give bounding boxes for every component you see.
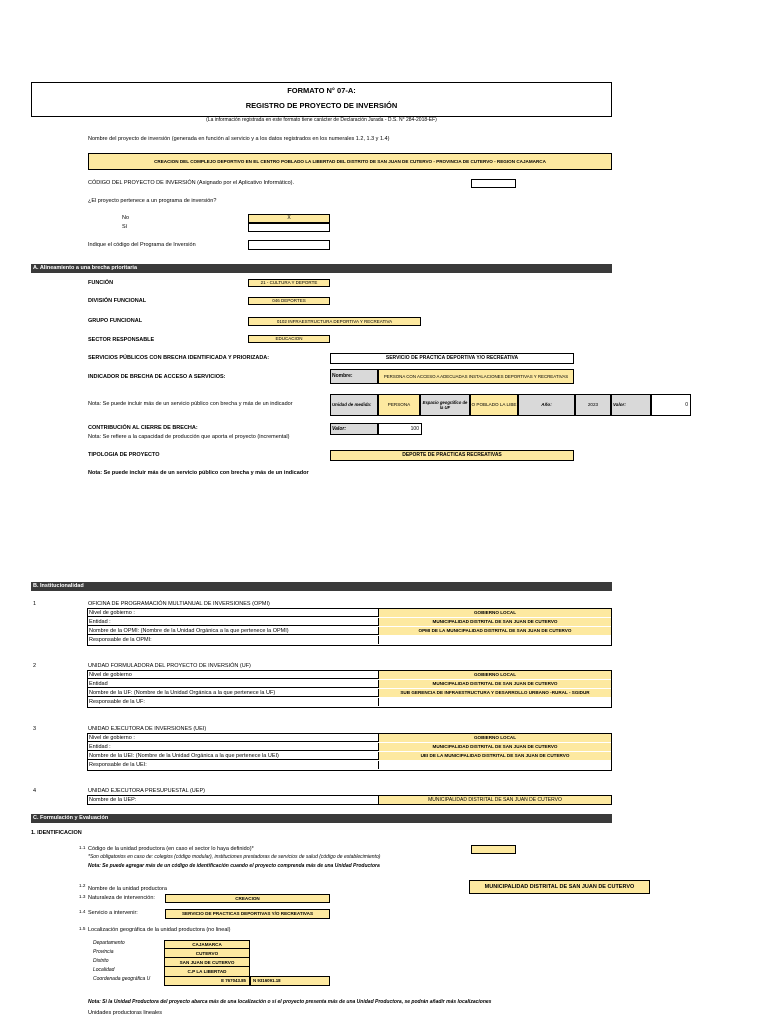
funcion-label: FUNCIÓN [88, 280, 114, 286]
nota-localizaciones: Nota: Si la Unidad Productora del proyecto abarca más de una localización o si el proyecto presenta más de una Unidad Productora, se podrán añadir más localizaciones [88, 999, 492, 1005]
nota-indicador: Nota: Se puede incluir más de un servicio público con brecha y más de un indicador [88, 401, 293, 407]
anio-label-cell: Año: [518, 394, 575, 416]
table-row [165, 959, 249, 967]
row-label: Nivel de gobierno [89, 672, 132, 678]
row-value[interactable]: MUNICIPALIDAD DISTRITAL DE SAN JUAN DE CUTERVO [378, 743, 611, 751]
loc-value-departamento[interactable]: CAJAMARCA [192, 942, 222, 947]
opmi-title: OFICINA DE PROGRAMACIÓN MULTIANUAL DE INVERSIONES (OPMI) [88, 601, 270, 607]
item-1-3-label: Naturaleza de intervención: [88, 895, 155, 901]
grupo-label: GRUPO FUNCIONAL [88, 318, 143, 324]
row-value[interactable]: SUB GERENCIA DE INFRAESTRUCTURA Y DESARROLLO URBANO -RURAL - SGIDUR [378, 689, 611, 697]
uf-number: 2 [33, 663, 37, 669]
uei-title: UNIDAD EJECUTORA DE INVERSIONES (UEI) [88, 726, 207, 732]
opmi-table [87, 608, 612, 646]
loc-value-localidad[interactable]: C.P LA LIBERTAD [187, 969, 227, 974]
loc-label-localidad: Localidad [93, 967, 115, 973]
program-code-field[interactable] [248, 240, 330, 250]
table-row [88, 752, 611, 760]
table-row [88, 609, 611, 617]
row-label: Entidad [89, 681, 108, 687]
legal-note: (La información registrada en este formato tiene carácter de Declaración Jurada - D.S. N° 284-2018-EF) [206, 117, 437, 123]
coord-n-field[interactable]: N 9316091.18 [250, 976, 330, 986]
uep-table [87, 795, 612, 805]
unit-code-field[interactable] [471, 845, 516, 854]
item-1-5-label: Localización geográfica de la unidad productora (no lineal) [88, 927, 231, 933]
table-row [88, 698, 611, 706]
option-si-label: Sí [122, 224, 128, 230]
row-label: Nivel de gobierno : [89, 610, 135, 616]
row-label: Nombre de la OPMI: (Nombre de la Unidad Orgánica a la que pertenece la OPMI) [89, 628, 289, 634]
row-label: Entidad : [89, 744, 111, 750]
option-no-field[interactable]: X [248, 214, 330, 223]
indicador-field[interactable]: PERSONA CON ACCESO A ADECUADAS INSTALACIONES DEPORTIVAS Y RECREATIVAS [378, 369, 574, 384]
sector-field[interactable]: EDUCACION [248, 335, 330, 343]
program-code-label: Indique el código del Programa de Inversión [88, 242, 196, 248]
naturaleza-field[interactable]: CREACION [165, 894, 330, 903]
project-name-field[interactable]: CREACION DEL COMPLEJO DEPORTIVO EN EL CENTRO POBLADO LA LIBERTAD DEL DISTRITO DE SAN JUAN DE CUTERVO - PROVINCIA DE CUTERVO - REGION CAJAMARCA [88, 153, 612, 170]
item-1-3-number: 1.3 [79, 894, 86, 899]
row-label: Nivel de gobierno : [89, 735, 135, 741]
loc-label-departamento: Departamento [93, 940, 125, 946]
table-row [88, 734, 611, 742]
row-label: Nombre de la UF: (Nombre de la Unidad Orgánica a la que pertenece la UF) [89, 690, 276, 696]
anio-field[interactable]: 2023 [575, 394, 611, 416]
project-code-field[interactable] [471, 179, 516, 188]
unidad-field[interactable]: PERSONA [378, 394, 420, 416]
tipologia-label: TIPOLOGIA DE PROYECTO [88, 452, 160, 458]
row-value[interactable]: UEI DE LA MUNICIPALIDAD DISTRITAL DE SAN JUAN DE CUTERVO [378, 752, 611, 760]
funcion-field[interactable]: 21 - CULTURA Y DEPORTE [248, 279, 330, 287]
item-1-4-number: 1.4 [79, 909, 86, 914]
row-label: Nombre de la UEP: [89, 797, 137, 803]
row-label: Responsable de la UF: [89, 699, 145, 705]
uep-number: 4 [33, 788, 37, 794]
loc-label-coordenada: Coordenada geográfica U [93, 976, 151, 982]
form-subtitle: REGISTRO DE PROYECTO DE INVERSIÓN [245, 100, 398, 110]
nota-servicio: Nota: Se puede incluir más de un servicio público con brecha y más de un indicador [88, 470, 309, 476]
uei-table [87, 733, 612, 771]
division-field[interactable]: 046 DEPORTES [248, 297, 330, 305]
uf-title: UNIDAD FORMULADORA DEL PROYECTO DE INVERSIÓN (UF) [88, 663, 251, 669]
table-row [88, 627, 611, 635]
row-value[interactable] [378, 698, 611, 706]
row-value[interactable]: MUNICIPALIDAD DISTRITAL DE SAN JUAN DE CUTERVO [378, 680, 611, 688]
division-label: DIVISIÓN FUNCIONAL [88, 298, 147, 304]
servicios-field[interactable]: SERVICIO DE PRACTICA DEPORTIVA Y/O RECREATIVA [330, 353, 574, 364]
contrib-valor-field[interactable]: 100 [378, 423, 422, 435]
project-name-label: Nombre del proyecto de inversión (generada en función al servicio y a los datos registrados en los numerales 1.2, 1.3 y 1.4) [88, 136, 390, 142]
row-value[interactable]: OPMI DE LA MUNICIPALIDAD DISTRITAL DE SAN JUAN DE CUTERVO [378, 627, 611, 635]
servicio-field[interactable]: SERVICIO DE PRACTICAS DEPORTIVAS Y/O RECREATIVAS [165, 909, 330, 919]
table-row [88, 618, 611, 626]
item-1-1-note-bold: Nota: Se puede agregar más de un código de identificación cuando el proyecto comprenda más de una Unidad Productora [88, 863, 380, 869]
row-label: Nombre de la UEI: (Nombre de la Unidad Orgánica a la que pertenece la UEI) [89, 753, 279, 759]
item-1-5-number: 1.5 [79, 926, 86, 931]
table-row [165, 941, 249, 949]
table-row [88, 671, 611, 679]
form-title-box [31, 82, 612, 117]
option-no-label: No [122, 215, 130, 221]
row-value[interactable]: GOBIERNO LOCAL [378, 671, 611, 679]
valor-label-cell: Valor: [611, 394, 651, 416]
valor-field[interactable]: 0 [651, 394, 691, 416]
row-label: Responsable de la UEI: [89, 762, 147, 768]
uei-number: 3 [33, 726, 37, 732]
espacio-label-cell: Espacio geográfico de la UF [420, 394, 470, 416]
table-row [88, 743, 611, 751]
item-1-2-number: 1.2 [79, 883, 86, 888]
section-c-header: C. Formulación y Evaluación [31, 814, 612, 823]
row-value[interactable] [378, 761, 611, 769]
indicador-label: INDICADOR DE BRECHA DE ACCESO A SERVICIOS: [88, 374, 226, 380]
table-row [88, 761, 611, 769]
item-1-4-label: Servicio a intervenir: [88, 910, 138, 916]
table-row [165, 968, 249, 976]
unidad-label-cell: Unidad de medida: [330, 394, 378, 416]
item-1-1-note: *Son obligatorios en caso de: colegios (código modular), instituciones prestadoras de servicios de salud (código de establecimiento) [88, 854, 381, 860]
loc-label-provincia: Provincia [93, 949, 114, 955]
table-row [165, 950, 249, 958]
section-b-header: B. Institucionalidad [31, 582, 612, 591]
uep-title: UNIDAD EJECUTORA PRESUPUESTAL (UEP) [88, 788, 205, 794]
option-si-field[interactable] [248, 223, 330, 232]
form-title: FORMATO N° 07-A: [287, 86, 356, 95]
indicador-nombre-cell: Nombre: [330, 369, 378, 384]
contribucion-note: Nota: Se refiere a la capacidad de producción que aporta el proyecto (incremental) [88, 434, 290, 440]
row-value[interactable] [378, 636, 611, 644]
unit-name-field[interactable]: MUNICIPALIDAD DISTRITAL DE SAN JUAN DE CUTERVO [469, 880, 650, 894]
row-value[interactable]: MUNICIPALIDAD DISTRITAL DE SAN JUAN DE CUTERVO [378, 796, 611, 804]
row-value[interactable]: GOBIERNO LOCAL [378, 609, 611, 617]
servicios-label: SERVICIOS PÚBLICOS CON BRECHA IDENTIFICADA Y PRIORIZADA: [88, 355, 270, 361]
contribucion-label: CONTRIBUCIÓN AL CIERRE DE BRECHA: [88, 425, 198, 431]
grupo-field[interactable]: 0102 INFRAESTRUCTURA DEPORTIVA Y RECREATIVA [248, 317, 421, 326]
identificacion-heading: 1. IDENTIFICACION [31, 830, 82, 836]
item-1-1-label: Código de la unidad productora (en caso el sector lo haya definido)* [88, 846, 254, 852]
row-value[interactable]: MUNICIPALIDAD DISTRITAL DE SAN JUAN DE CUTERVO [378, 618, 611, 626]
section-a-header: A. Alineamiento a una brecha prioritaria [31, 264, 612, 273]
opmi-number: 1 [33, 601, 37, 607]
loc-value-provincia[interactable]: CUTERVO [195, 951, 219, 956]
loc-value-distrito[interactable]: SAN JUAN DE CUTERVO [179, 960, 235, 965]
unidades-lineales-label: Unidades productoras lineales [88, 1010, 162, 1016]
table-row [88, 689, 611, 697]
project-code-label: CÓDIGO DEL PROYECTO DE INVERSIÓN (Asignado por el Aplicativo Informático). [88, 180, 295, 186]
row-value[interactable]: GOBIERNO LOCAL [378, 734, 611, 742]
table-row [88, 636, 611, 644]
row-label: Responsable de la OPMI: [89, 637, 152, 643]
item-1-2-label: Nombre de la unidad productora [88, 886, 167, 892]
sector-label: SECTOR RESPONSABLE [88, 337, 155, 343]
loc-label-distrito: Distrito [93, 958, 109, 964]
row-label: Entidad : [89, 619, 111, 625]
table-row [88, 680, 611, 688]
espacio-field[interactable]: O POBLADO LA LIBE [470, 394, 518, 416]
tipologia-field[interactable]: DEPORTE DE PRACTICAS RECREATIVAS [330, 450, 574, 461]
item-1-1-number: 1.1 [79, 845, 86, 850]
uf-table [87, 670, 612, 708]
location-table [164, 940, 250, 977]
coord-e-field[interactable]: E 767043.85 [164, 976, 250, 986]
program-question: ¿El proyecto pertenece a un programa de inversión? [88, 198, 217, 204]
contrib-valor-label: Valor: [330, 423, 378, 435]
